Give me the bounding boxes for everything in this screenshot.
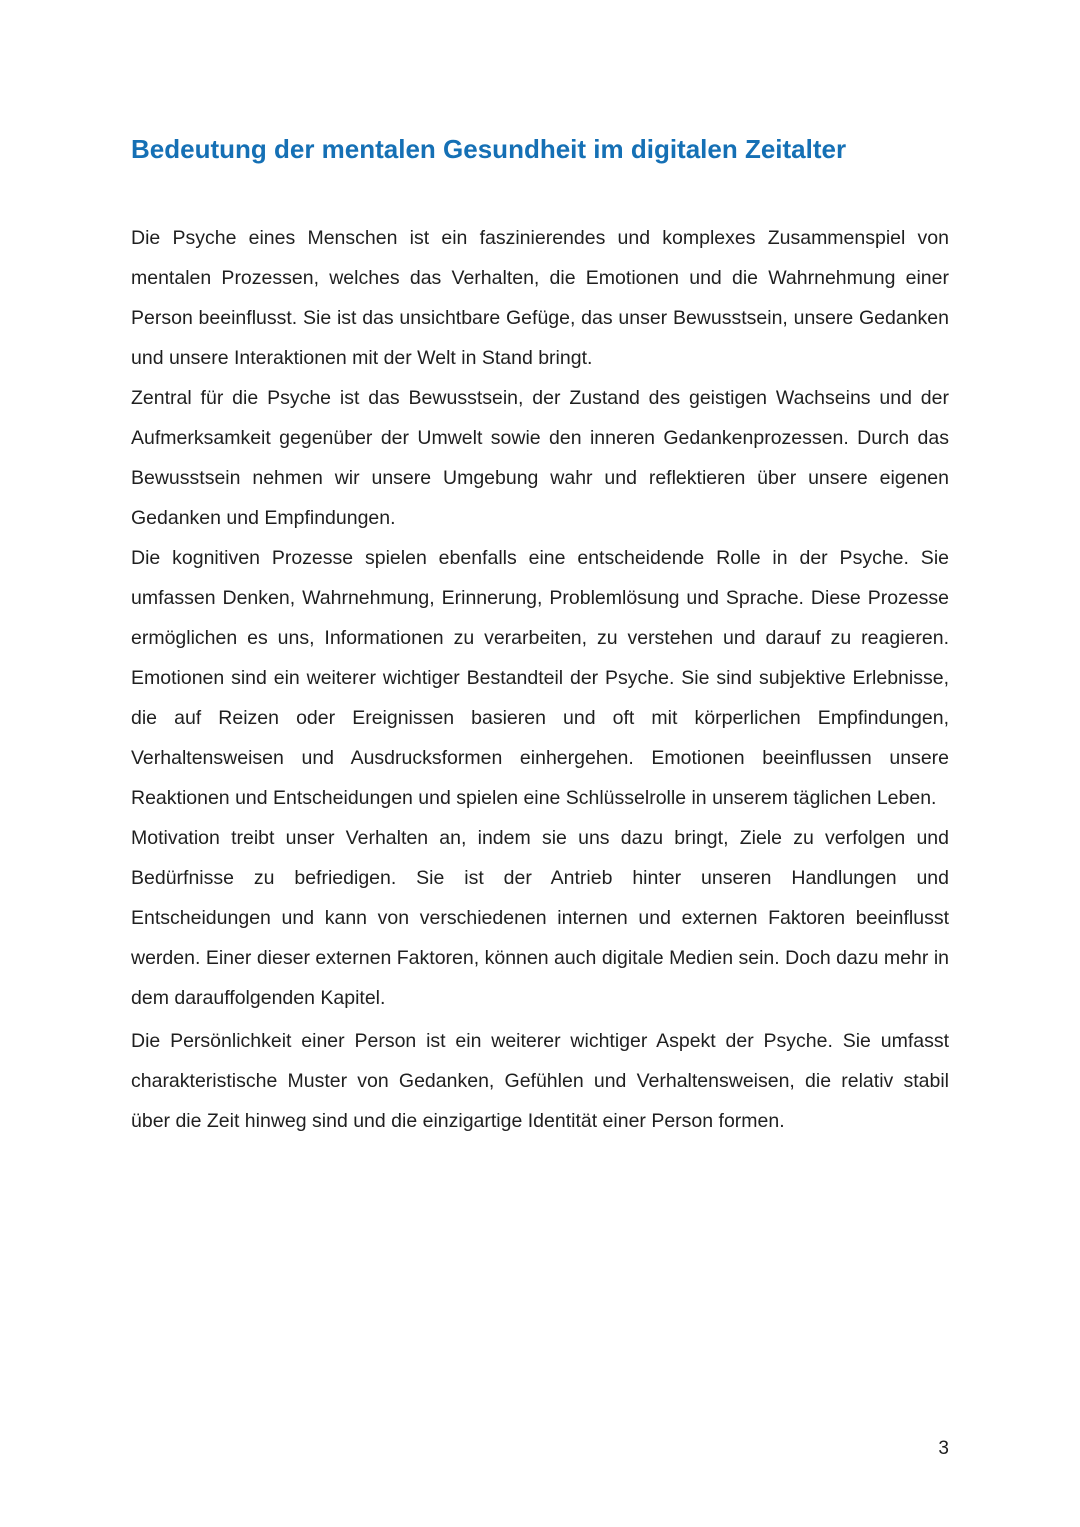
body-text bbox=[131, 218, 949, 1141]
section-heading: Bedeutung der mentalen Gesundheit im digitalen Zeitalter bbox=[131, 134, 847, 164]
paragraph-kognition-emotionen: Die kognitiven Prozesse spielen ebenfalls eine entscheidende Rolle in der Psyche. Sie umfassen Denken, Wahrnehmung, Erinnerung, Problemlösung und Sprache. Diese Prozesse ermöglichen es uns, Informationen zu verarbeiten, zu verstehen und darauf zu reagieren. Emotionen sind ein weiterer wichtiger Bestandteil der Psyche. Sie sind subjektive Erlebnisse, die auf Reizen oder Ereignissen basieren und oft mit körperlichen Empfindungen, Verhaltensweisen und Ausdrucksformen einhergehen. Emotionen beeinflussen unsere Reaktionen und Entscheidungen und spielen eine Schlüsselrolle in unserem täglichen Leben. bbox=[131, 547, 949, 809]
page-number: 3 bbox=[938, 1438, 949, 1459]
paragraph-psyche-intro: Die Psyche eines Menschen ist ein faszinierendes und komplexes Zusammenspiel von mentalen Prozessen, welches das Verhalten, die Emotionen und die Wahrnehmung einer Person beeinflusst. Sie ist das unsichtbare Gefüge, das unser Bewusstsein, unsere Gedanken und unsere Interaktionen mit der Welt in Stand bringt. bbox=[131, 227, 949, 369]
paragraph-persoenlichkeit: Die Persönlichkeit einer Person ist ein weiterer wichtiger Aspekt der Psyche. Sie umfasst charakteristische Muster von Gedanken, Gefühlen und Verhaltensweisen, die relativ stabil über die Zeit hinweg sind und die einzigartige Identität einer Person formen. bbox=[131, 1030, 949, 1132]
paragraph-motivation: Motivation treibt unser Verhalten an, indem sie uns dazu bringt, Ziele zu verfolgen und Bedürfnisse zu befriedigen. Sie ist der Antrieb hinter unseren Handlungen und Entscheidungen und kann von verschiedenen internen und externen Faktoren beeinflusst werden. Einer dieser externen Faktoren, können auch digitale Medien sein. Doch dazu mehr in dem darauffolgenden Kapitel. bbox=[131, 827, 949, 1009]
paragraph-bewusstsein: Zentral für die Psyche ist das Bewusstsein, der Zustand des geistigen Wachseins und der Aufmerksamkeit gegenüber der Umwelt sowie den inneren Gedankenprozessen. Durch das Bewusstsein nehmen wir unsere Umgebung wahr und reflektieren über unsere eigenen Gedanken und Empfindungen. bbox=[131, 387, 949, 529]
